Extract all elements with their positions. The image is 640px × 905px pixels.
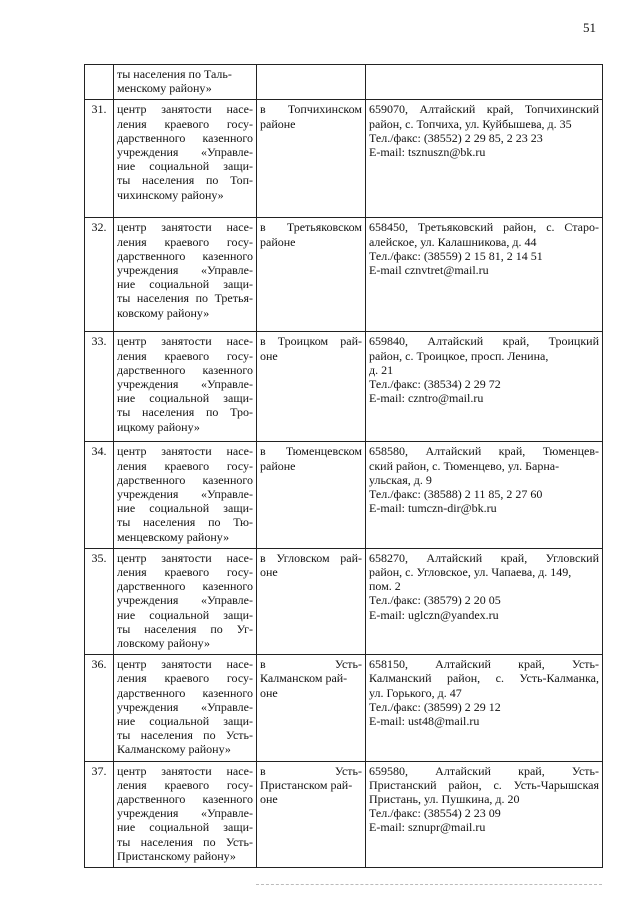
- address-line: д. 21: [369, 362, 394, 377]
- name-line: центр занятости насе-: [117, 444, 253, 459]
- name-line: ние социальной защи-: [117, 159, 253, 174]
- address-line: 658150, Алтайский край, Усть-: [369, 657, 599, 672]
- district-line: в: [260, 763, 266, 778]
- district-cell: [257, 65, 366, 100]
- organization-name-cell: [114, 100, 257, 218]
- table-row: [85, 100, 603, 218]
- organization-name-cell: [114, 65, 257, 100]
- address-line: ул. Горького, д. 47: [369, 685, 462, 700]
- table-row: [85, 655, 603, 761]
- name-line: ние социальной защи-: [117, 501, 253, 516]
- table-row: [85, 442, 603, 548]
- organization-name-cell: [114, 548, 257, 654]
- address-line: Тел./факс: (38554) 2 23 09: [369, 806, 501, 821]
- address-line: E-mail: uglczn@yandex.ru: [369, 607, 499, 622]
- row-number-cell: [85, 65, 114, 100]
- name-line: ления краевого госу-: [117, 777, 253, 792]
- district-line: в: [260, 657, 266, 672]
- name-line: ты населения по Уг-: [117, 621, 253, 636]
- table-row: [85, 761, 603, 867]
- address-line: Тел./факс: (38599) 2 29 12: [369, 699, 501, 714]
- address-cell: [366, 218, 603, 332]
- address-line: ульская, д. 9: [369, 472, 432, 487]
- name-line: дарственного казенного: [117, 579, 253, 594]
- address-cell: [366, 442, 603, 548]
- name-line: Пристанскому району»: [117, 848, 236, 863]
- address-line: Тел./факс: (38534) 2 29 72: [369, 377, 501, 392]
- name-line: учреждения «Управле-: [117, 263, 253, 278]
- name-line: ты населения по Тро-: [117, 405, 253, 420]
- name-line: ления краевого госу-: [117, 671, 253, 686]
- name-line: ицкому району»: [117, 419, 200, 434]
- district-line: в Тюменцевском: [260, 444, 362, 459]
- district-line: оне: [260, 348, 278, 363]
- district-cell: [257, 548, 366, 654]
- name-line: учреждения «Управле-: [117, 377, 253, 392]
- name-line: ковскому району»: [117, 305, 210, 320]
- scan-edge-divider: [256, 884, 602, 885]
- name-line: дарственного казенного: [117, 472, 253, 487]
- name-line: ние социальной защи-: [117, 714, 253, 729]
- table-row: [85, 332, 603, 442]
- name-line: ления краевого госу-: [117, 116, 253, 131]
- row-number-cell: 34.: [85, 442, 114, 548]
- district-first-line: [260, 764, 362, 778]
- name-line: учреждения «Управле-: [117, 487, 253, 502]
- name-line: дарственного казенного: [117, 362, 253, 377]
- name-line: ние социальной защи-: [117, 820, 253, 835]
- row-number-cell: 37.: [85, 761, 114, 867]
- name-line: центр занятости насе-: [117, 763, 253, 778]
- district-line: Усть-: [334, 763, 362, 778]
- address-cell: [366, 655, 603, 761]
- district-line: районе: [260, 234, 296, 249]
- district-line: районе: [260, 458, 296, 473]
- address-cell: [366, 65, 603, 100]
- district-line: оне: [260, 565, 278, 580]
- name-line: ления краевого госу-: [117, 234, 253, 249]
- district-line: оне: [260, 792, 278, 807]
- name-line: ты населения по Усть-: [117, 834, 253, 849]
- address-line: алейское, ул. Калашникова, д. 44: [369, 234, 537, 249]
- row-number-cell: 33.: [85, 332, 114, 442]
- address-line: E-mail: sznupr@mail.ru: [369, 820, 486, 835]
- name-line: ловскому району»: [117, 636, 210, 651]
- address-line: район, с. Троицкое, просп. Ленина,: [369, 348, 549, 363]
- address-line: 659070, Алтайский край, Топчихинский: [369, 102, 599, 117]
- name-line: центр занятости насе-: [117, 657, 253, 672]
- district-line: Усть-: [334, 657, 362, 672]
- district-line: в Третьяковском: [260, 220, 362, 235]
- name-line: менскому району»: [117, 81, 212, 96]
- name-line: менцевскому району»: [117, 529, 230, 544]
- name-line: ты населения по Усть-: [117, 728, 253, 743]
- name-line: дарственного казенного: [117, 130, 253, 145]
- address-line: район, с. Угловское, ул. Чапаева, д. 149,: [369, 565, 572, 580]
- address-cell: [366, 761, 603, 867]
- address-cell: [366, 548, 603, 654]
- name-line: центр занятости насе-: [117, 334, 253, 349]
- address-line: ский район, с. Тюменцево, ул. Барна-: [369, 458, 560, 473]
- name-line: центр занятости насе-: [117, 220, 253, 235]
- address-line: 659840, Алтайский край, Троицкий: [369, 334, 599, 349]
- district-cell: [257, 761, 366, 867]
- address-line: Тел./факс: (38552) 2 29 85, 2 23 23: [369, 130, 543, 145]
- address-line: E-mail: tsznuszn@bk.ru: [369, 145, 486, 160]
- name-line: дарственного казенного: [117, 248, 253, 263]
- name-line: дарственного казенного: [117, 685, 253, 700]
- address-line: Тел./факс: (38588) 2 11 85, 2 27 60: [369, 487, 543, 502]
- district-cell: [257, 332, 366, 442]
- row-number-cell: 36.: [85, 655, 114, 761]
- district-cell: [257, 218, 366, 332]
- district-first-line: [260, 657, 362, 671]
- district-line: в Троицком рай-: [260, 334, 362, 349]
- district-line: оне: [260, 685, 278, 700]
- name-line: ты населения по Тю-: [117, 515, 253, 530]
- organization-name-cell: [114, 442, 257, 548]
- address-line: Тел./факс: (38579) 2 20 05: [369, 593, 501, 608]
- name-line: ления краевого госу-: [117, 565, 253, 580]
- name-line: ты населения по Таль-: [117, 67, 232, 81]
- name-line: чихинскому району»: [117, 187, 224, 202]
- name-line: учреждения «Управле-: [117, 593, 253, 608]
- organization-name-cell: [114, 218, 257, 332]
- name-line: учреждения «Управле-: [117, 145, 253, 160]
- district-cell: [257, 100, 366, 218]
- address-line: 659580, Алтайский край, Усть-: [369, 763, 599, 778]
- name-line: ления краевого госу-: [117, 458, 253, 473]
- address-line: пом. 2: [369, 579, 401, 594]
- address-line: Калманский район, с. Усть-Калманка,: [369, 671, 599, 686]
- address-line: 658270, Алтайский край, Угловский: [369, 550, 599, 565]
- address-cell: [366, 100, 603, 218]
- name-line: ние социальной защи-: [117, 277, 253, 292]
- row-number-cell: 32.: [85, 218, 114, 332]
- address-line: E-mail cznvtret@mail.ru: [369, 263, 489, 278]
- name-line: ние социальной защи-: [117, 391, 253, 406]
- address-line: 658580, Алтайский край, Тюменцев-: [369, 444, 599, 459]
- address-line: район, с. Топчиха, ул. Куйбышева, д. 35: [369, 116, 572, 131]
- address-cell: [366, 332, 603, 442]
- row-number-cell: 31.: [85, 100, 114, 218]
- name-line: Калманскому району»: [117, 742, 231, 757]
- name-line: центр занятости насе-: [117, 550, 253, 565]
- organization-name-cell: [114, 655, 257, 761]
- name-line: центр занятости насе-: [117, 102, 253, 117]
- name-line: ты населения по Третья-: [117, 291, 253, 306]
- district-line: районе: [260, 116, 296, 131]
- district-line: в Угловском рай-: [260, 550, 362, 565]
- address-line: Пристанский район, с. Усть-Чарышская: [369, 777, 599, 792]
- address-line: 658450, Третьяковский район, с. Старо-: [369, 220, 599, 235]
- table-row: [85, 548, 603, 654]
- name-line: учреждения «Управле-: [117, 699, 253, 714]
- table-row-continuation: [85, 65, 603, 100]
- address-line: E-mail: ust48@mail.ru: [369, 714, 480, 729]
- organization-name-cell: [114, 332, 257, 442]
- row-number-cell: 35.: [85, 548, 114, 654]
- name-line: ления краевого госу-: [117, 348, 253, 363]
- name-line: учреждения «Управле-: [117, 806, 253, 821]
- address-line: E-mail: czntro@mail.ru: [369, 391, 484, 406]
- address-line: Тел./факс: (38559) 2 15 81, 2 14 51: [369, 248, 543, 263]
- district-line: Калманском рай-: [260, 671, 348, 686]
- name-line: дарственного казенного: [117, 792, 253, 807]
- address-line: E-mail: tumczn-dir@bk.ru: [369, 501, 497, 516]
- address-line: Пристань, ул. Пушкина, д. 20: [369, 792, 520, 807]
- name-line: ние социальной защи-: [117, 607, 253, 622]
- district-cell: [257, 655, 366, 761]
- table-row: [85, 218, 603, 332]
- page-number: 51: [583, 20, 596, 35]
- name-line: ты населения по Топ-: [117, 173, 253, 188]
- district-line: Пристанском рай-: [260, 777, 353, 792]
- organization-name-cell: [114, 761, 257, 867]
- services-table: [84, 64, 603, 868]
- district-cell: [257, 442, 366, 548]
- district-line: в Топчихинском: [260, 102, 362, 117]
